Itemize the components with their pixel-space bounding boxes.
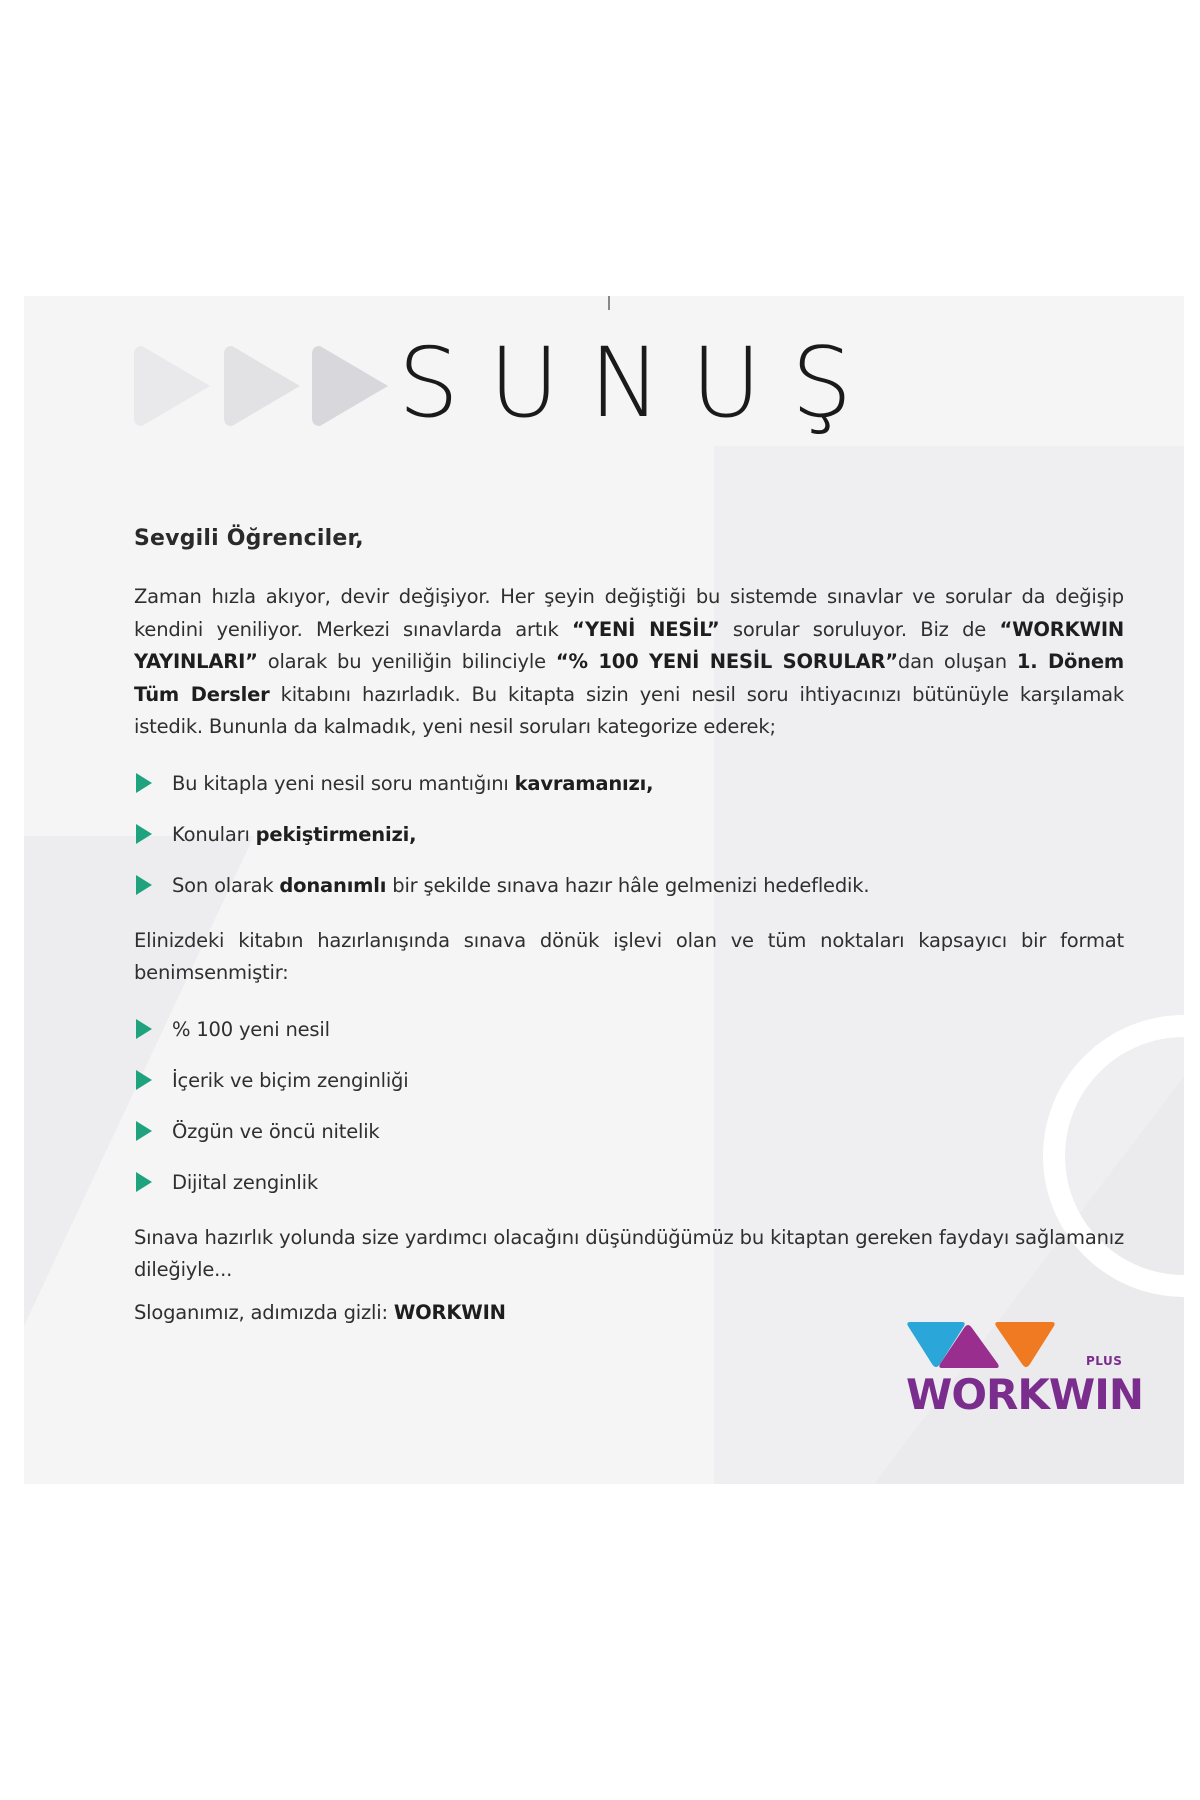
intro-text-3: olarak bu yeniliğin bilinciyle xyxy=(257,650,556,673)
feature-text: Özgün ve öncü nitelik xyxy=(172,1119,380,1143)
closing-paragraph: Sınava hazırlık yolunda size yardımcı olacağını düşündüğümüz bu kitaptan gereken faydayı sağlamanız dileğiyle... xyxy=(134,1225,1124,1281)
logo-triangles-icon xyxy=(906,1318,1076,1370)
top-tick-mark xyxy=(608,296,610,310)
intro-bold-3: “% 100 YENİ NESİL SORULAR” xyxy=(555,650,898,673)
logo-plus-label: PLUS xyxy=(1086,1354,1123,1368)
play-triangle-icon xyxy=(136,1070,152,1090)
list-item xyxy=(134,1157,1124,1208)
slogan-text: Sloganımız, adımızda gizli: xyxy=(134,1300,394,1324)
intro-text-4: dan oluşan xyxy=(897,650,1017,673)
list-item xyxy=(134,758,1124,809)
intro-text-2: sorular soruluyor. Biz de xyxy=(719,617,1000,641)
play-triangle-icon xyxy=(136,1172,152,1192)
intro-text-5: kitabını hazırladık. Bu kitapta sizin yeni nesil soru ihtiyacınızı bütünüyle karşılamak istedik. Bununla da kalmadık, yeni nesil soruları kategorize ederek; xyxy=(134,682,1124,738)
list-item xyxy=(134,1055,1124,1106)
page-title: SUNUŞ xyxy=(398,327,883,439)
feature-text: Dijital zenginlik xyxy=(172,1170,318,1194)
slogan-brand: WORKWIN xyxy=(393,1300,506,1324)
intro-bold-4: 1. Dönem Tüm Dersler xyxy=(134,650,1125,706)
intro-bold-2: “WORKWIN YAYINLARI” xyxy=(134,617,1124,673)
goals-list xyxy=(134,758,1124,911)
play-triangle-icon xyxy=(136,875,152,895)
triple-play-arrows-icon xyxy=(132,338,432,434)
list-item xyxy=(134,1004,1124,1055)
play-triangle-icon xyxy=(136,773,152,793)
goal-text: Bu kitapla yeni nesil soru mantığını kavramanızı, xyxy=(172,771,654,795)
presentation-page xyxy=(24,296,1184,1484)
goal-text: Konuları pekiştirmenizi, xyxy=(172,822,417,846)
play-triangle-icon xyxy=(136,824,152,844)
content-body xyxy=(134,526,1124,1324)
format-paragraph: Elinizdeki kitabın hazırlanışında sınava dönük işlevi olan ve tüm noktaları kapsayıcı bir format benimsenmiştir: xyxy=(134,928,1124,984)
goal-text: Son olarak donanımlı bir şekilde sınava hazır hâle gelmenizi hedefledik. xyxy=(172,873,870,897)
greeting: Sevgili Öğrenciler, xyxy=(134,526,364,551)
list-item xyxy=(134,1106,1124,1157)
list-item xyxy=(134,809,1124,860)
intro-bold-1: “YENİ NESİL” xyxy=(571,617,720,641)
intro-paragraph xyxy=(134,581,1124,744)
intro-text-1: Zaman hızla akıyor, devir değişiyor. Her şeyin değiştiği bu sistemde sınavlar ve sorular da değişip kendini yeniliyor. Merkezi sınavlarda artık xyxy=(134,585,1124,641)
logo-wordmark: WORKWIN xyxy=(906,1370,1144,1419)
workwin-logo xyxy=(906,1318,1144,1428)
features-list xyxy=(134,1004,1124,1208)
feature-text: İçerik ve biçim zenginliği xyxy=(172,1068,409,1092)
play-triangle-icon xyxy=(136,1019,152,1039)
list-item xyxy=(134,860,1124,911)
feature-text: % 100 yeni nesil xyxy=(172,1017,330,1041)
play-triangle-icon xyxy=(136,1121,152,1141)
